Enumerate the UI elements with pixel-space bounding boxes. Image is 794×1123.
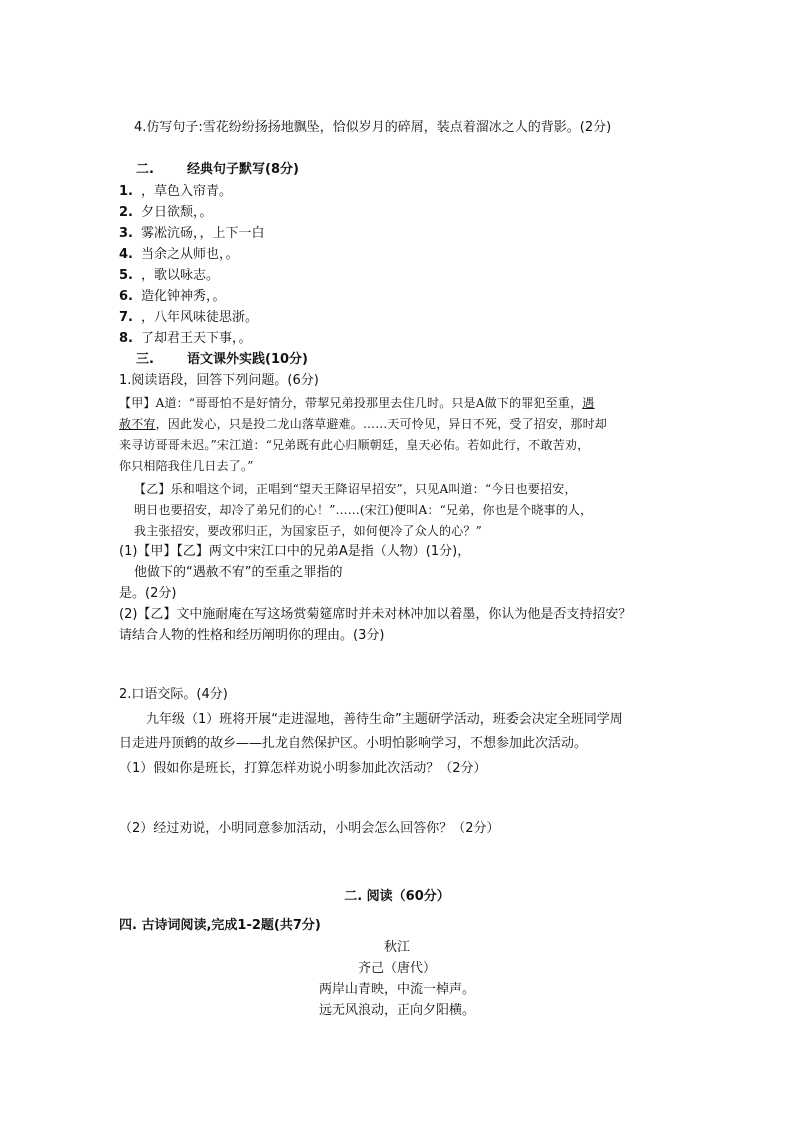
recite-item-text: ，八年风味徒思浙。	[141, 310, 259, 325]
section2-heading-text: 经典句子默写(8分)	[187, 162, 299, 177]
section2-heading-num: 二.	[136, 162, 154, 177]
recite-item-text: 了却君王天下事，。	[141, 331, 252, 346]
recite-item-num: 7.	[119, 310, 133, 325]
recite-item	[119, 204, 213, 222]
recite-item-num: 8.	[119, 331, 133, 346]
q2-title: 2.口语交际。(4分)	[119, 687, 228, 702]
passage-jia-text: 【甲】A道：“哥哥怕不是好情分，带挈兄弟投那里去住几时。只是A做下的罪犯至重，	[119, 396, 583, 410]
poem-line: 远无风浪动，正向夕阳横。	[318, 1003, 475, 1018]
passage-jia-line	[119, 394, 594, 412]
section2-heading	[136, 161, 299, 179]
q1-sub1-line: 是。(2分)	[119, 586, 177, 601]
q2-sub2: （2）经过劝说，小明同意参加活动，小明会怎么回答你？（2分）	[119, 821, 500, 836]
q1-sub1-line: 他做下的“遇赦不宥”的至重之罪指的	[134, 565, 343, 580]
recite-item-text: 当余之从师也，。	[141, 247, 239, 262]
part2-heading: 二. 阅读（60分）	[344, 889, 450, 904]
section3-heading-text: 语文课外实践(10分)	[187, 352, 308, 367]
passage-yi-line: 【乙】乐和唱这个词，正唱到“望天王降诏早招安”，只见A叫道：“今日也要招安，	[134, 482, 577, 496]
recite-item-text: 雾凇沆砀，，上下一白	[141, 226, 265, 241]
recite-item-num: 6.	[119, 289, 133, 304]
recite-item	[119, 309, 258, 327]
q1-sub2-line: 请结合人物的性格和经历阐明你的理由。(3分)	[119, 628, 385, 643]
recite-item	[119, 183, 232, 201]
passage-jia-line: 来寻访哥哥未迟。”宋江道：“兄弟既有此心归顺朝廷，皇天必佑。若如此行，不敢苦劝，	[119, 438, 590, 452]
passage-yi-line: 我主张招安，要改邪归正，为国家臣子，如何便冷了众人的心？”	[134, 524, 482, 538]
section3-heading-num: 三.	[136, 352, 154, 367]
recite-item	[119, 225, 265, 243]
recite-item-num: 1.	[119, 184, 133, 199]
q2-paragraph: 九年级（1）班将开展“走进湿地，善待生命”主题研学活动，班委会决定全班同学周	[146, 712, 623, 727]
underlined-phrase: 遇	[582, 396, 595, 410]
passage-jia-line	[119, 415, 607, 433]
q1-sub1-line: (1)【甲】【乙】两文中宋江口中的兄弟A是指（人物）(1分)，	[119, 544, 471, 559]
recite-item-text: ，草色入帘青。	[141, 184, 233, 199]
passage-jia-text: ，因此发心，只是投二龙山落草避难。……天可怜见，异日不死，受了招安，那时却	[155, 417, 608, 431]
recite-item	[119, 288, 226, 306]
poem-author: 齐己（唐代）	[357, 961, 436, 976]
recite-item-num: 2.	[119, 205, 133, 220]
recite-item-num: 4.	[119, 247, 133, 262]
q4-imitate-sentence: 4.仿写句子:雪花纷纷扬扬地飘坠，恰似岁月的碎屑，装点着溜冰之人的背影。(2分)	[134, 120, 612, 135]
passage-yi-line: 明日也要招安，却冷了弟兄们的心！”……(宋江)便叫A：“兄弟，你也是个晓事的人，	[134, 503, 593, 517]
section3-heading	[136, 351, 308, 369]
recite-item	[119, 330, 252, 348]
poem-line: 两岸山青映，中流一棹声。	[318, 982, 475, 997]
q2-sub1: （1）假如你是班长，打算怎样劝说小明参加此次活动？（2分）	[119, 761, 487, 776]
section4-heading: 四. 古诗词阅读,完成1-2题(共7分)	[119, 918, 321, 933]
q1-sub2-line: (2)【乙】文中施耐庵在写这场赏菊筵席时并未对林冲加以着墨，你认为他是否支持招安？	[119, 607, 632, 622]
underlined-phrase: 赦不宥	[119, 417, 156, 431]
recite-item-text: 夕日欲颓，。	[141, 205, 213, 220]
recite-item-num: 5.	[119, 268, 133, 283]
q2-paragraph: 日走进丹顶鹤的故乡——扎龙自然保护区。小明怕影响学习，不想参加此次活动。	[119, 736, 588, 751]
q1-title: 1.阅读语段，回答下列问题。(6分)	[119, 373, 319, 388]
passage-jia-line: 你只相陪我住几日去了。”	[119, 459, 254, 473]
recite-item-text: ，歌以咏志。	[141, 268, 220, 283]
recite-item-text: 造化钟神秀，。	[141, 289, 226, 304]
recite-item	[119, 246, 239, 264]
recite-item-num: 3.	[119, 226, 133, 241]
poem-title: 秋江	[383, 940, 410, 955]
recite-item	[119, 267, 219, 285]
